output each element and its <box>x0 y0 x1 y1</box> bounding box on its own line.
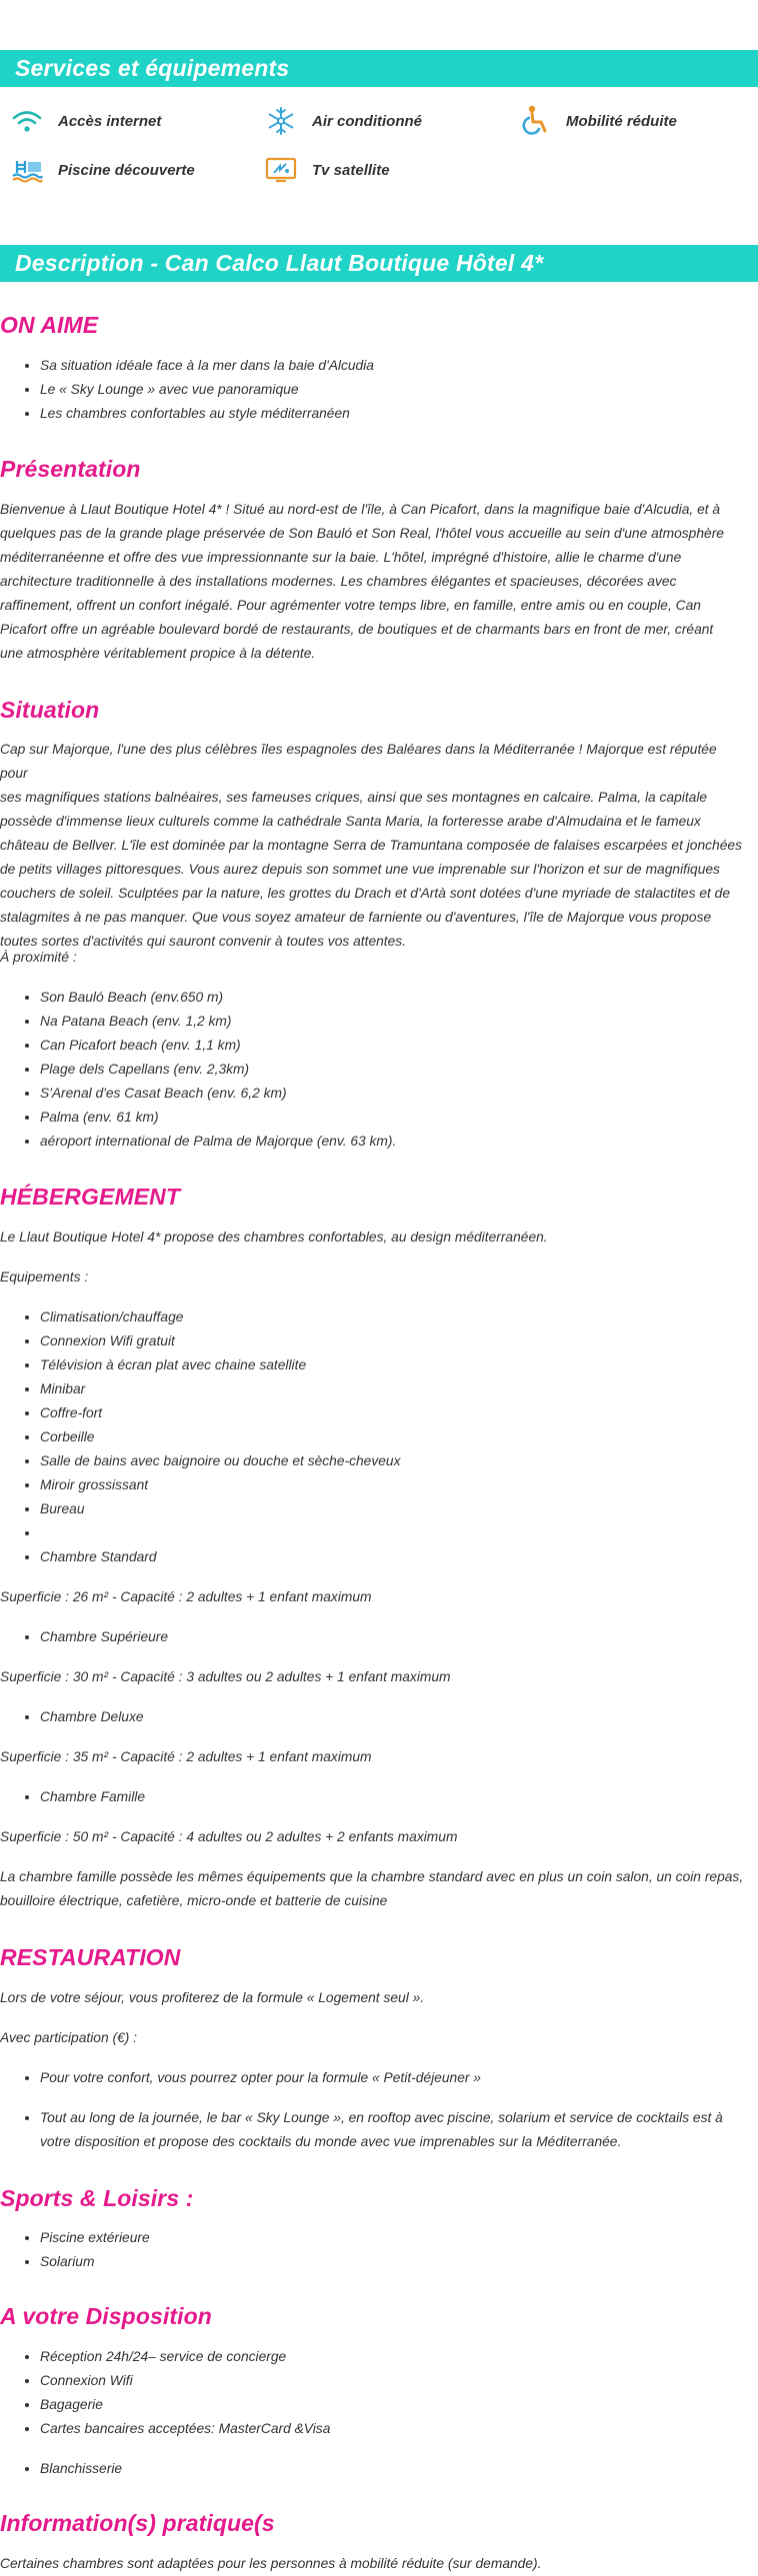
services-title: Services et équipements <box>15 55 290 81</box>
deluxe-info: Superficie : 35 m² - Capacité : 2 adultes + 1 enfant maximum <box>0 1749 372 1764</box>
list-item: • Bureau <box>40 1497 740 1521</box>
text-line: stalagmites à ne pas manquer. Que vous soyez amateur de farniente ou d'aventures, l'île de Majorque vous propose <box>0 910 712 925</box>
disposition-heading: A votre Disposition <box>0 2303 212 2329</box>
service-tv <box>264 152 390 188</box>
text-line: Picafort offre un agréable boulevard bordé de restaurants, de boutiques et de charmants bars en front de mer, créant <box>0 622 714 637</box>
service-label: Accès internet <box>58 112 162 130</box>
list-item: • Salle de bains avec baignoire ou douche et sèche-cheveux <box>40 1449 740 1473</box>
text-line: méditerranéenne et offre des vue impressionnante sur la baie. L'hôtel, imprégné d'histoire, allie le charme d'une <box>0 550 682 565</box>
on-aime-list <box>0 354 740 426</box>
list-item: • Solarium <box>40 2250 740 2274</box>
list-item: • Cartes bancaires acceptées: MasterCard &Visa <box>40 2417 740 2441</box>
list-item: • Miroir grossissant <box>40 1473 740 1497</box>
tv-icon <box>264 153 298 187</box>
text-line: Cap sur Majorque, l'une des plus célèbres îles espagnoles des Baléares dans la Méditerranée ! Majorque est réputée pour <box>0 742 717 781</box>
list-item: • Minibar <box>40 1377 740 1401</box>
list-item: • Chambre Standard <box>40 1545 740 1569</box>
list-item: • Piscine extérieure <box>40 2226 740 2250</box>
standard-info: Superficie : 26 m² - Capacité : 2 adultes + 1 enfant maximum <box>0 1589 372 1604</box>
list-item: • Can Picafort beach (env. 1,1 km) <box>40 1034 740 1058</box>
snowflake-icon <box>264 104 298 138</box>
sports-list <box>0 2226 740 2274</box>
text-line: possède d'immense lieux culturels comme la cathédrale Santa Maria, la forteresse arabe d'Almudaina et le fameux <box>0 814 701 829</box>
text-line: couchers de soleil. Sculptées par la nature, les grottes du Drach et d'Artà sont dotées d'une myriade de stalactites et de <box>0 886 731 901</box>
list-item: • Coffre-fort <box>40 1401 740 1425</box>
room-list <box>0 1625 740 1649</box>
text-line: Bienvenue à Llaut Boutique Hotel 4* ! Situé au nord-est de l'île, à Can Picafort, dans la magnifique baie d'Alcudia, et à <box>0 502 721 517</box>
list-item: • Plage dels Capellans (env. 2,3km) <box>40 1058 740 1082</box>
text-line: La chambre famille possède les mêmes équipements que la chambre standard avec en plus un coin salon, un coin repas, <box>0 1869 744 1884</box>
list-item: • Les chambres confortables au style méditerranéen <box>40 402 740 426</box>
presentation-text <box>0 498 748 666</box>
equipments-list <box>0 1305 740 1569</box>
list-item <box>40 1521 740 1545</box>
info-line: Certaines chambres sont adaptées pour les personnes à mobilité réduite (sur demande). <box>0 2556 542 2571</box>
list-item: • aéroport international de Palma de Majorque (env. 63 km). <box>40 1130 740 1154</box>
service-label: Piscine découverte <box>58 161 195 179</box>
restauration-heading: RESTAURATION <box>0 1944 181 1970</box>
room-list <box>0 1705 740 1729</box>
list-item: • Corbeille <box>40 1425 740 1449</box>
list-item: • Réception 24h/24– service de concierge <box>40 2345 740 2369</box>
restauration-line: Lors de votre séjour, vous profiterez de la formule « Logement seul ». <box>0 1990 425 2005</box>
services-banner <box>0 50 758 87</box>
disposition-list <box>0 2457 740 2481</box>
proximity-list <box>0 986 740 1154</box>
list-item <box>40 2106 740 2154</box>
list-item: • Pour votre confort, vous pourrez opter pour la formule « Petit-déjeuner » <box>40 2066 740 2090</box>
disposition-list <box>0 2345 740 2441</box>
on-aime-heading: ON AIME <box>0 312 99 338</box>
text-line: votre disposition et propose des cocktails du monde avec vue imprenables sur la Méditerranée. <box>40 2134 622 2149</box>
situation-heading: Situation <box>0 697 100 723</box>
list-item: • Chambre Deluxe <box>40 1705 740 1729</box>
sports-heading: Sports & Loisirs : <box>0 2185 194 2211</box>
text-line: une atmosphère véritablement propice à la détente. <box>0 646 316 661</box>
famille-info: Superficie : 50 m² - Capacité : 4 adultes ou 2 adultes + 2 enfants maximum <box>0 1829 458 1844</box>
list-item: • Chambre Supérieure <box>40 1625 740 1649</box>
service-pool <box>10 152 195 188</box>
info-heading: Information(s) pratique(s <box>0 2510 275 2536</box>
list-item: • Sa situation idéale face à la mer dans la baie d'Alcudia <box>40 354 740 378</box>
text-line: ses magnifiques stations balnéaires, ses fameuses criques, ainsi que ses montagnes en calcaire. Palma, la capitale <box>0 790 708 805</box>
description-title: Description - Can Calco Llaut Boutique Hôtel 4* <box>15 250 544 276</box>
service-label: Tv satellite <box>312 161 390 179</box>
list-item: • Chambre Famille <box>40 1785 740 1809</box>
text-line: quelques pas de la grande plage préservée de Son Bauló et Son Real, l'hôtel vous accueille au sein d'une atmosphère <box>0 526 724 541</box>
list-item: • Bagagerie <box>40 2393 740 2417</box>
presentation-heading: Présentation <box>0 456 141 482</box>
description-banner <box>0 245 758 282</box>
text-line: architecture traditionnelle à des installations modernes. Les chambres élégantes et spacieuses, décorées avec <box>0 574 677 589</box>
list-item: • Le « Sky Lounge » avec vue panoramique <box>40 378 740 402</box>
text-line: château de Bellver. L'île est dominée par la montagne Serra de Tramuntana composée de falaises escarpées et jonchées <box>0 838 742 853</box>
service-mobility <box>518 103 677 139</box>
service-internet <box>10 103 161 139</box>
hebergement-heading: HÉBERGEMENT <box>0 1184 181 1210</box>
wheelchair-icon <box>518 104 552 138</box>
list-item: • Na Patana Beach (env. 1,2 km) <box>40 1010 740 1034</box>
text-line: toutes sortes d'activités qui sauront convenir à toutes vos attentes. <box>0 934 407 949</box>
service-label: Air conditionné <box>312 112 422 130</box>
restauration-list <box>0 2106 740 2154</box>
list-item: • Climatisation/chauffage <box>40 1305 740 1329</box>
list-item: • S'Arenal d'es Casat Beach (env. 6,2 km) <box>40 1082 740 1106</box>
equipments-label: Equipements : <box>0 1270 89 1285</box>
text-line: Tout au long de la journée, le bar « Sky Lounge », en rooftop avec piscine, solarium et service de cocktails est à <box>40 2110 723 2125</box>
wifi-icon <box>10 104 44 138</box>
pool-icon <box>10 153 44 187</box>
room-list <box>0 1785 740 1809</box>
text-line: de petits villages pittoresques. Vous aurez depuis son sommet une vue imprenable sur l'horizon et sur de magnifiques <box>0 862 720 877</box>
proximity-label: À proximité : <box>0 950 77 965</box>
list-item: • Blanchisserie <box>40 2457 740 2481</box>
list-item: • Connexion Wifi gratuit <box>40 1329 740 1353</box>
situation-text <box>0 738 748 954</box>
service-aircon <box>264 103 422 139</box>
restauration-line: Avec participation (€) : <box>0 2030 138 2045</box>
list-item: • Télévision à écran plat avec chaine satellite <box>40 1353 740 1377</box>
hebergement-intro: Le Llaut Boutique Hotel 4* propose des chambres confortables, au design méditerranéen. <box>0 1230 548 1245</box>
text-line: raffinement, offrent un confort inégalé. Pour agrémenter votre temps libre, en famille, entre amis ou en couple, Can <box>0 598 701 613</box>
list-item: • Connexion Wifi <box>40 2369 740 2393</box>
list-item: • Palma (env. 61 km) <box>40 1106 740 1130</box>
famille-description <box>0 1865 748 1913</box>
superieure-info: Superficie : 30 m² - Capacité : 3 adultes ou 2 adultes + 1 enfant maximum <box>0 1669 451 1684</box>
restauration-list <box>0 2066 740 2090</box>
text-line: bouilloire électrique, cafetière, micro-onde et batterie de cuisine <box>0 1893 388 1908</box>
list-item: • Son Bauló Beach (env.650 m) <box>40 986 740 1010</box>
service-label: Mobilité réduite <box>566 112 677 130</box>
